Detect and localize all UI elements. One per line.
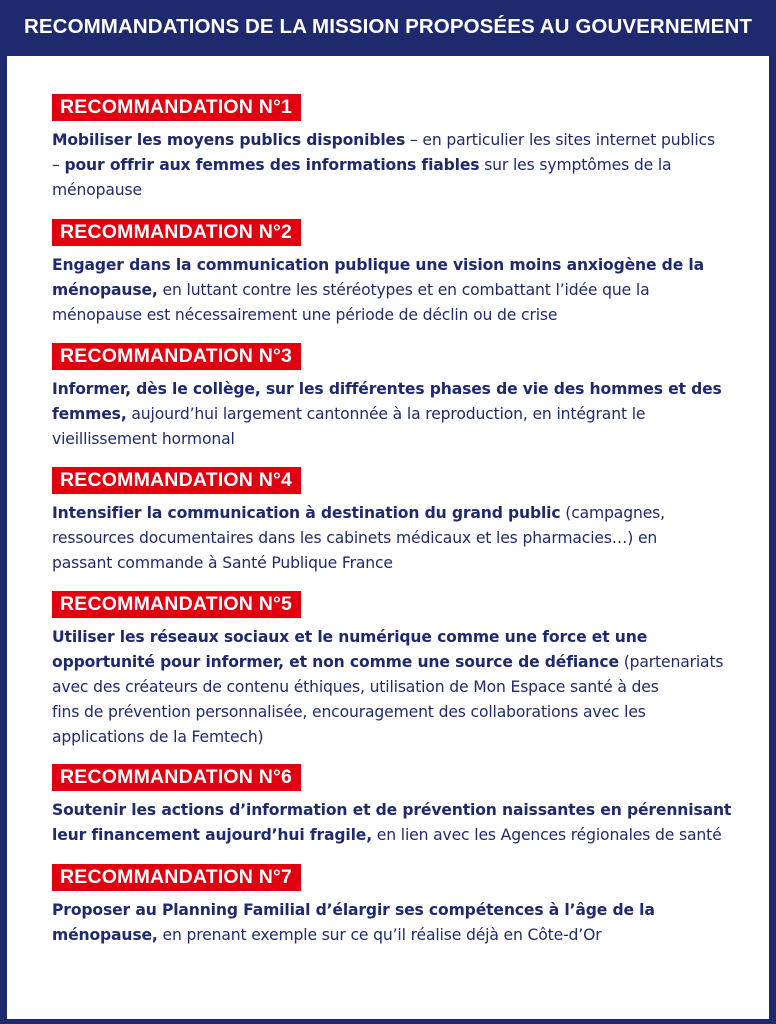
recommendation-title: RECOMMANDATION N°4 [52,467,301,494]
bold-text: Proposer au Planning Familial d’élargir ses compétences à l’âge de la [52,901,655,919]
body-text: fins de prévention personnalisée, encouragement des collaborations avec les [52,703,646,721]
body-text: avec des créateurs de contenu éthiques, utilisation de Mon Espace santé à des [52,678,659,696]
bold-text: Intensifier la communication à destination du grand public [52,504,561,522]
text-line [52,501,742,526]
body-text: ménopause [52,181,142,199]
bold-text: femmes, [52,405,127,423]
recommendation-text [52,377,742,452]
text-line [52,798,742,823]
recommendation-text [52,253,742,328]
recommendation-title: RECOMMANDATION N°2 [52,219,301,246]
body-text: ressources documentaires dans les cabinets médicaux et les pharmacies…) en [52,529,658,547]
body-text: (partenariats [618,653,724,671]
recommendation-4 [52,467,742,576]
text-line [52,253,742,278]
body-text: en lien avec les Agences régionales de santé [371,826,722,844]
body-text: aujourd’hui largement cantonnée à la reproduction, en intégrant le [126,405,646,423]
recommendation-text [52,898,742,948]
recommendation-2 [52,219,742,328]
recommendation-text [52,128,742,203]
bold-text: opportunité pour informer, et non comme une source de défiance [52,653,619,671]
bold-text: Mobiliser les moyens publics disponibles [52,131,406,149]
text-line [52,402,742,427]
body-text: – [52,156,65,174]
body-text: en luttant contre les stéréotypes et en combattant l’idée que la [157,281,650,299]
text-line [52,700,742,725]
recommendation-6 [52,764,742,848]
text-line [52,278,742,303]
bold-text: Utiliser les réseaux sociaux et le numérique comme une force et une [52,628,648,646]
text-line [52,128,742,153]
bold-text: Engager dans la communication publique une vision moins anxiogène de la [52,256,704,274]
recommendation-7 [52,864,742,948]
page-header [0,0,776,54]
bold-text: ménopause, [52,281,158,299]
bold-text: ménopause, [52,926,158,944]
recommendation-5 [52,591,742,750]
text-line [52,650,742,675]
body-text: vieillissement hormonal [52,430,235,448]
bold-text: Soutenir les actions d’information et de prévention naissantes en pérennisant [52,801,732,819]
recommendations-panel [7,56,769,1019]
recommendation-text [52,625,742,750]
text-line [52,551,742,576]
recommendation-text [52,798,742,848]
text-line [52,427,742,452]
body-text: (campagnes, [560,504,665,522]
text-line [52,675,742,700]
text-line [52,377,742,402]
recommendation-text [52,501,742,576]
body-text: passant commande à Santé Publique France [52,554,393,572]
text-line [52,526,742,551]
body-text: – en particulier les sites internet publics [405,131,715,149]
text-line [52,178,742,203]
text-line [52,303,742,328]
bold-text: Informer, dès le collège, sur les différentes phases de vie des hommes et des [52,380,722,398]
text-line [52,153,742,178]
recommendation-title: RECOMMANDATION N°7 [52,864,301,891]
text-line [52,898,742,923]
text-line [52,923,742,948]
recommendation-title: RECOMMANDATION N°5 [52,591,301,618]
recommendation-title: RECOMMANDATION N°3 [52,343,301,370]
recommendation-3 [52,343,742,452]
text-line [52,725,742,750]
recommendation-1 [52,94,742,203]
text-line [52,625,742,650]
body-text: en prenant exemple sur ce qu’il réalise déjà en Côte-d’Or [157,926,602,944]
bold-text: leur financement aujourd’hui fragile, [52,826,372,844]
body-text: sur les symptômes de la [479,156,672,174]
text-line [52,823,742,848]
page-title: RECOMMANDATIONS DE LA MISSION PROPOSÉES AU GOUVERNEMENT [24,15,752,38]
bold-text: pour offrir aux femmes des informations fiables [64,156,480,174]
recommendation-title: RECOMMANDATION N°6 [52,764,301,791]
body-text: ménopause est nécessairement une période de déclin ou de crise [52,306,558,324]
recommendation-title: RECOMMANDATION N°1 [52,94,301,121]
body-text: applications de la Femtech) [52,728,264,746]
